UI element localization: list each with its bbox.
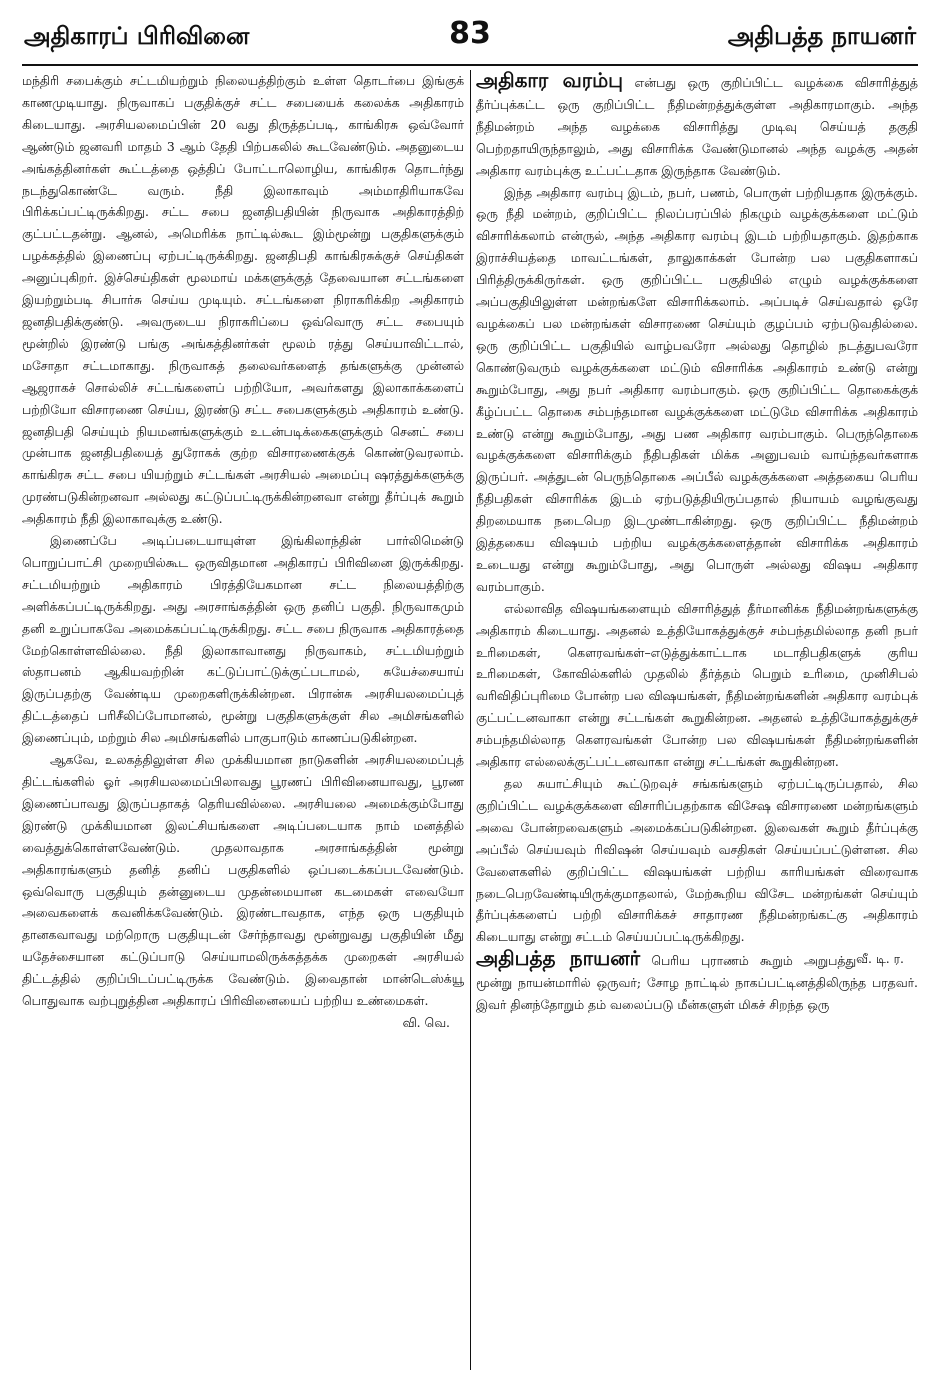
entry-title: அதிபத்த நாயனர் xyxy=(476,946,641,971)
entry-title: அதிகார வரம்பு xyxy=(476,70,624,92)
running-header xyxy=(22,8,918,70)
paragraph: இணைப்பே அடிப்படையாயுள்ள இங்கிலாந்தின் பார்லிமென்டு பொறுப்பாட்சி முறையில்கூட ஒருவிதமான அதிகாரப் பிரிவினை இருக்கிறது. சட்டமியற்றும் அதிகாரம் பிரத்தியேகமான சட்ட நிலையத்திற்கு அளிக்கப்பட்டிருக்கிறது. அது அரசாங்கத்தின் ஒரு தனிப் பகுதி. நிருவாகமும் தனி உறுப்பாகவே அமைக்கப்பட்டிருக்கிறது. சட்ட சபை நிருவாக அதிகாரத்தை மேற்கொள்ளவில்லை. நீதி இலாகாவானது நிருவாகம், சட்டமியற்றும் ஸ்தாபனம் ஆகியவற்றின் கட்டுப்பாட்டுக்குட்படாமல், சுயேச்சையாய் இருப்பதற்கு வேண்டிய முறைகளிருக்கின்றன. பிரான்சு அரசியலமைப்புத் திட்டத்தைப் பரிசீலிப்போமானல், மூன்று பகுதிகளுக்குள் சில அமிசங்களில் இணைப்பும், மற்றும் சில அமிசங்களில் பாகுபாடும் காணப்படுகின்றன. xyxy=(22,533,464,746)
columns xyxy=(22,70,918,1380)
paragraph: தல சுயாட்சியும் கூட்டுறவுச் சங்கங்களும் ஏற்பட்டிருப்பதால், சில குறிப்பிட்ட வழக்குக்களை விசாரிப்பதற்காக விசேஷ விசாரணை மன்றங்களும் அவை போன்றவைகளும் அமைக்கப்படுகின்றன. இவைகள் கூறும் தீர்ப்புக்கு அப்பீல் செய்யவும் ரிவிஷன் செய்யவும் வசதிகள் செய்யப்பட்டுள்ளன. சில வேளைகளில் குறிப்பிட்ட விஷயங்கள் பற்றிய காரியங்கள் விரைவாக நடைபெறவேண்டியிருக்குமாதலால், மேற்கூறிய விசேட மன்றங்கள் செய்யும் தீர்ப்புக்களைப் பற்றி விசாரிக்கச் சாதாரண நீதிமன்றங்கட்கு அதிகாரம் கிடையாது என்று சட்டம் செய்யப்பட்டிருக்கிறது. xyxy=(476,776,918,945)
page-number: 83 xyxy=(449,16,491,51)
header-left-title: அதிகாரப் பிரிவினை xyxy=(24,22,250,50)
column-divider xyxy=(470,70,471,1370)
entry-intro xyxy=(476,948,918,1016)
header-right-title: அதிபத்த நாயனர் xyxy=(727,22,916,50)
entry-lead: என்பது ஒரு குறிப்பிட்ட வழக்கை விசாரித்துத் தீர்ப்புக்கட்ட ஒரு குறிப்பிட்ட நீதிமன்றத்துக்குள்ள அதிகாரமாகும். அந்த நீதிமன்றம் அந்த வழக்கை விசாரித்து முடிவு செய்யத் தகுதி பெற்றதாயிருந்தாலும், அது விசாரிக்க வேண்டுமானல் அந்த வழக்கு அதன் அதிகார வரம்புக்கு உட்பட்டதாக இருந்தாக வேண்டும். xyxy=(476,75,918,178)
paragraph: இந்த அதிகார வரம்பு இடம், நபர், பணம், பொருள் பற்றியதாக இருக்கும். ஒரு நீதி மன்றம், குறிப்பிட்ட நிலப்பரப்பில் நிகழும் வழக்குக்களை மட்டும் விசாரிக்கலாம் என்ருல், அந்த அதிகார வரம்பு இடம் பற்றியதாகும். இதற்காக இராச்சியத்தை மாவட்டங்கள், தாலுகாக்கள் போன்ற பல பகுதிகளாகப் பிரித்திருக்கிருர்கள். ஒரு குறிப்பிட்ட பகுதியில் எழும் வழக்குக்களை அப்பகுதியிலுள்ள மன்றங்களே விசாரிக்கலாம். அப்படிச் செய்வதால் ஒரே வழக்கைப் பல மன்றங்கள் விசாரணை செய்யும் குழப்பம் ஏற்படுவதில்லை. ஒரு குறிப்பிட்ட பகுதியில் வாழ்பவரோ அல்லது தொழில் நடத்துபவரோ கொண்டுவரும் வழக்குக்களை மட்டும் விசாரிக்க அதிகாரம் உண்டு என்று கூறும்போது, அது நபர் அதிகார வரம்பாகும். ஒரு குறிப்பிட்ட தொகைக்குக் கீழ்ப்பட்ட தொகை சம்பந்தமான வழக்குக்களை மட்டுமே விசாரிக்க அதிகாரம் உண்டு என்று கூறும்போது, அது பண அதிகார வரம்பாகும். பெருந்தொகை வழக்குக்களை விசாரிக்கும் நீதிபதிகள் மிக்க அனுபவம் வாய்ந்தவர்களாக இருப்பர். அத்துடன் பெருந்தொகை அப்பீல் வழக்குக்களை அத்தகைய பெரிய நீதிபதிகள் விசாரிக்க இடம் ஏற்படுத்தியிருப்பதால் நியாயம் வழங்குவது திறமையாக நடைபெற இடமுண்டாகின்றது. ஒரு குறிப்பிட்ட நீதிமன்றம் இத்தகைய விஷயம் பற்றிய வழக்குக்களைத்தான் விசாரிக்க அதிகாரம் உடையது என்று கூறும்போது, அது பொருள் அல்லது விஷய அதிகார வரம்பாகும். xyxy=(476,184,918,594)
header-rule xyxy=(22,64,918,66)
entry-lead: பெரிய புராணம் கூறும் அறுபத்து மூன்று நாயன்மாரில் ஒருவர்; சோழ நாட்டில் நாகப்பட்டினத்திலிருந்த பரதவர். இவர் தினந்தோறும் தம் வலைப்படு மீன்களுள் மிகச் சிறந்த ஒரு xyxy=(476,953,918,1013)
author-signature: வி. வெ. xyxy=(402,1014,450,1030)
right-column xyxy=(476,70,918,1380)
paragraph: ஆகவே, உலகத்திலுள்ள சில முக்கியமான நாடுகளின் அரசியலமைப்புத் திட்டங்களில் ஓர் அரசியலமைப்பிலாவது பூரணப் பிரிவினையாவது, பூரண இணைப்பாவது இருப்பதாகத் தெரியவில்லை. அரசியலை அமைக்கும்போது இரண்டு முக்கியமான இலட்சியங்களை அடிப்படையாக நாம் மனத்தில் வைத்துக்கொள்ளவேண்டும். முதலாவதாக அரசாங்கத்தின் மூன்று அதிகாரங்களும் தனித் தனிப் பகுதிகளில் ஒப்படைக்கப்படவேண்டும். ஒவ்வொரு பகுதியும் தன்னுடைய முதன்மையான கடமைகள் எவையோ அவைகளைக் கவனிக்கவேண்டும். இரண்டாவதாக, எந்த ஒரு பகுதியும் தானகவாவது மற்றொரு பகுதியுடன் சேர்ந்தாவது மூன்றுவது பகுதியின் மீது யதேச்சையான கட்டுப்பாடு செய்யாமலிருக்கத்தக்க முறைகள் அரசியல் திட்டத்தில் குறிப்பிடப்பட்டிருக்க வேண்டும். இவைதான் மான்டெஸ்க்யூ பொதுவாக வற்புறுத்தின அதிகாரப் பிரிவினையைப் பற்றிய உண்மைகள். xyxy=(22,752,464,1009)
author-signature: வீ. டி. ர. xyxy=(856,951,904,967)
left-column xyxy=(22,70,464,1380)
paragraph: எல்லாவித விஷயங்களையும் விசாரித்துத் தீர்மானிக்க நீதிமன்றங்களுக்கு அதிகாரம் கிடையாது. அதனல் உத்தியோகத்துக்குச் சம்பந்தமில்லாத தனி நபர் உரிமைகள், கௌரவங்கள்–எடுத்துக்காட்டாக மடாதிபதிகளுக் குரிய உரிமைகள், கோவில்களில் முதலில் தீர்த்தம் பெறும் உரிமை, முனிசிபல் வரிவிதிப்புரிமை போன்ற பல விஷயங்கள், நீதிமன்றங்களின் அதிகார வரம்புக் குட்பட்டனவாகா என்று சட்டங்கள் கூறுகின்றன. அதனல் உத்தியோகத்துக்குச் சம்பந்தமில்லாத கௌரவங்கள் போன்ற பல விஷயங்கள் நீதிமன்றங்களின் அதிகார எல்லைக்குட்பட்டனவாகா என்று சட்டங்கள் கூறுகின்றன. xyxy=(476,600,918,770)
paragraph: மந்திரி சபைக்கும் சட்டமியற்றும் நிலையத்திற்கும் உள்ள தொடர்பை இங்குக் காணமுடியாது. நிருவாகப் பகுதிக்குச் சட்ட சபையைக் கலைக்க அதிகாரம் கிடையாது. அரசியலமைப்பின் 20 வது திருத்தப்படி, காங்கிரசு ஒவ்வோர் ஆண்டும் ஜனவரி மாதம் 3 ஆம் தேதி பிற்பகலில் கூடவேண்டும். அதனுடைய அங்கத்தினர்கள் கூட்டத்தை ஒத்திப் போட்டாலொழிய, காங்கிரசு தொடர்ந்து நடந்துகொண்டே வரும். நீதி இலாகாவும் அம்மாதிரியாகவே பிரிக்கப்பட்டிருக்கிறது. சட்ட சபை ஜனதிபதியின் நிருவாக அதிகாரத்திற் குட்பட்டதன்று. ஆனல், அமெரிக்க நாட்டில்கூட இம்மூன்று பகுதிகளுக்கும் பழக்கத்தில் இணைப்பு ஏற்பட்டிருக்கிறது. ஜனதிபதி காங்கிரசுக்குச் செய்திகள் அனுப்புகிறர். இச்செய்திகள் மூலமாய் மக்களுக்குத் தேவையான சட்டங்களை இயற்றும்படி சிபார்சு செய்ய முடியும். சட்டங்களை நிராகரிக்கிற அதிகாரம் ஜனதிபதிக்குண்டு. அவருடைய நிராகரிப்பை ஒவ்வொரு சட்ட சபையும் மூன்றில் இரண்டு பங்கு அங்கத்தினர்கள் மூலம் ரத்து செய்யாவிட்டால், மசோதா சட்டமாகாது. நிருவாகத் தலைவர்களைத் தங்களுக்கு முன்னல் ஆஜராகச் சொல்லிச் சட்டங்களைப் பற்றியோ, அவர்களது இலாகாக்களைப் பற்றியோ விசாரணை செய்ய, இரண்டு சட்ட சபைகளுக்கும் அதிகாரம் உண்டு. ஜனதிபதி செய்யும் நியமனங்களுக்கும் உடன்படிக்கைகளுக்கும் செனட் சபை முன்பாக ஜனதிபதியைத் துரோகக் குற்ற விசாரணைக்குக் கொண்டுவரலாம். காங்கிரசு சட்ட சபை யியற்றும் சட்டங்கள் அரசியல் அமைப்பு ஷரத்துக்களுக்கு முரண்படுகின்றனவா அல்லது கட்டுப்பட்டிருக்கின்றனவா என்று தீர்ப்புக் கூறும் அதிகாரம் நீதி இலாகாவுக்கு உண்டு. xyxy=(22,73,464,527)
entry-intro xyxy=(476,70,918,182)
